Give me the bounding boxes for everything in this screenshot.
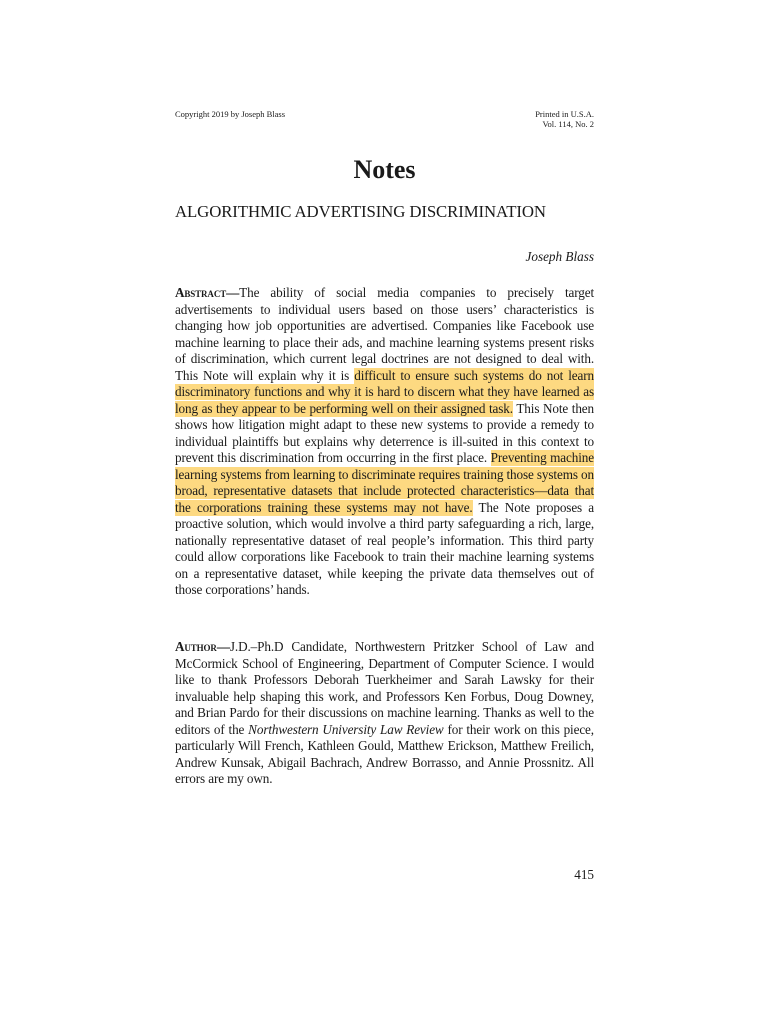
author-name: Joseph Blass (525, 249, 594, 264)
copyright-notice: Copyright 2019 by Joseph Blass (175, 109, 286, 119)
highlighted-text: difficult to ensure such systems do not learn discriminatory functions and why it is hard to discern what they have learned as long as they appear to be performing well on their assigned task. (175, 367, 594, 416)
highlighted-text: Preventing machine learning systems from learning to discriminate requires training those systems on broad, representative datasets that include protected characteristics—data that the corporations training these systems may not have. (175, 450, 594, 515)
abstract-text: This Note then shows how litigation might adapt to these new systems to provide a remedy to individual plaintiffs but explains why deterrence is ill-suited in this context to prevent this discrimination from occurring in the first place. (175, 400, 594, 465)
author-dash: — (216, 639, 230, 654)
article-title: ALGORITHMIC ADVERTISING DISCRIMINATION (175, 202, 546, 221)
author-label: Author (175, 639, 217, 654)
abstract-paragraph (175, 285, 594, 599)
author-note-paragraph (175, 639, 594, 788)
abstract-text: The Note proposes a proactive solution, which would involve a third party safeguarding a rich, large, nationally representative dataset of real people’s information. This third party could allow corporations like Facebook to train their machine learning systems on a representative dataset, while keeping the private data themselves out of those corporations’ hands. (175, 499, 594, 597)
author-note-text: for their work on this piece, particularly Will French, Kathleen Gould, Matthew Erickson, Matthew Freilich, Andrew Kunsak, Abigail Bachrach, Andrew Borrasso, and Annie Prossnitz. All errors are my own. (175, 721, 594, 786)
page-number: 415 (574, 867, 594, 882)
volume-info: Vol. 114, No. 2 (542, 119, 594, 129)
journal-name: Northwestern University Law Review (248, 721, 444, 737)
print-info (480, 109, 594, 129)
abstract-text: The ability of social media companies to precisely target advertisements to individual users based on those users’ characteristics is changing how job opportunities are advertised. Companies like Facebook use machine learning to place their ads, and machine learning systems present risks of discrimination, which current legal doctrines are not designed to deal with. This Note will explain why it is (175, 285, 594, 383)
printed-location: Printed in U.S.A. (535, 109, 594, 119)
abstract-dash: — (226, 285, 240, 300)
author-note-text: J.D.–Ph.D Candidate, Northwestern Pritzker School of Law and McCormick School of Engineering, Department of Computer Science. I would like to thank Professors Deborah Tuerkheimer and Sarah Lawsky for their invaluable help shaping this work, and Professors Ken Forbus, Doug Downey, and Brian Pardo for their discussions on machine learning. Thanks as well to the editors of the (175, 639, 594, 737)
section-title: Notes (353, 155, 416, 184)
abstract-label: Abstract (175, 285, 227, 300)
